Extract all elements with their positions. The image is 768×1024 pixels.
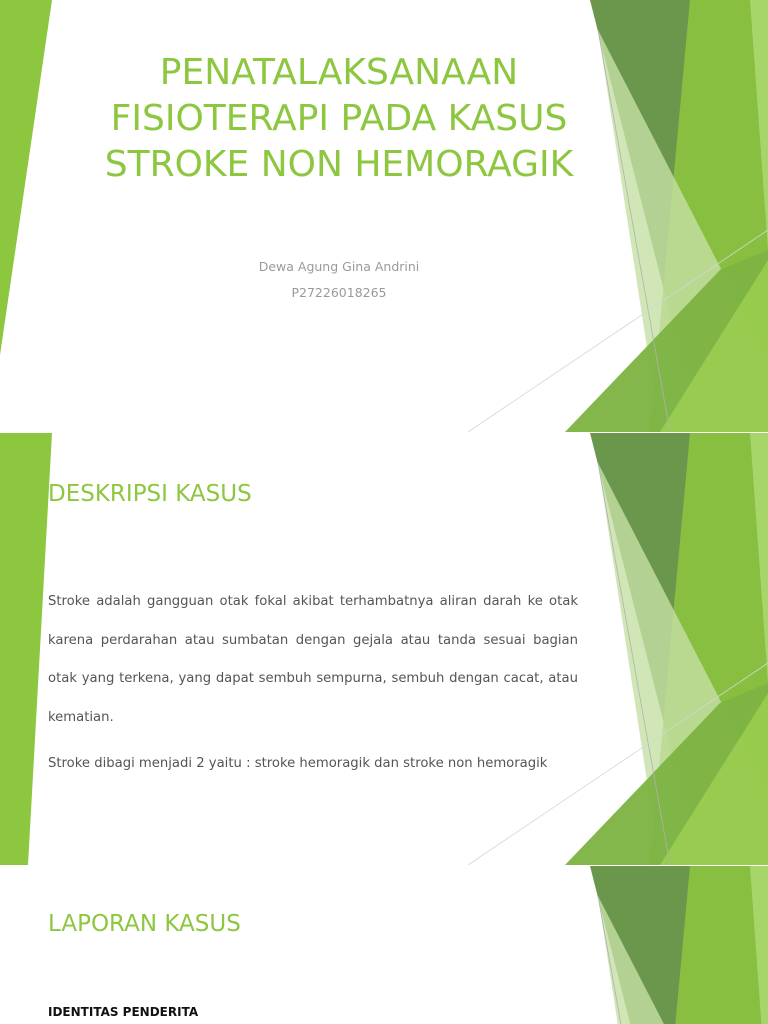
- author-name: Dewa Agung Gina Andrini: [258, 259, 420, 274]
- student-id: P27226018265: [291, 285, 387, 300]
- description-paragraph: Stroke adalah gangguan otak fokal akibat terhambatnya aliran darah ke otak karena perdarahan atau sumbatan dengan gejala atau tanda sesuai bagian otak yang terkena, yang dapat sembuh sempurna, sembuh dengan cacat, atau kematian.: [48, 594, 578, 725]
- classification-paragraph: Stroke dibagi menjadi 2 yaitu : stroke hemoragik dan stroke non hemoragik: [48, 756, 548, 771]
- presentation-title: PENATALAKSANAAN FISIOTERAPI PADA KASUS STROKE NON HEMORAGIK: [104, 52, 574, 185]
- slide-laporan: [0, 866, 768, 1024]
- patient-identity-label: IDENTITAS PENDERITA: [48, 1005, 199, 1019]
- section-heading: LAPORAN KASUS: [48, 911, 241, 937]
- green-facet-decoration: [0, 866, 768, 1024]
- section-heading: DESKRIPSI KASUS: [48, 481, 252, 507]
- slide-deskripsi: [0, 433, 768, 865]
- slide-title: [0, 0, 768, 432]
